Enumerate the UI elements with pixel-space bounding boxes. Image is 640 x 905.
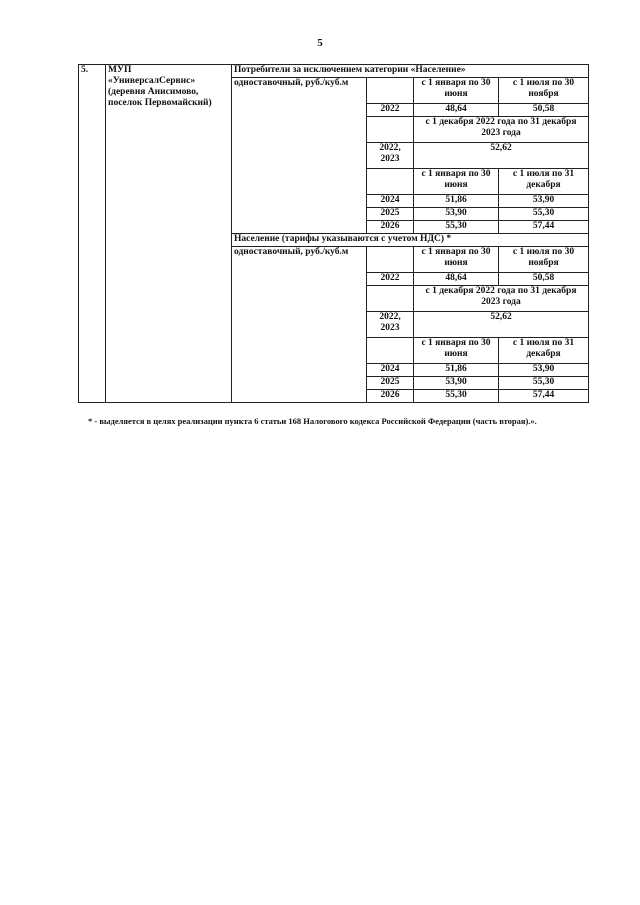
section-heading: Население (тарифы указываются с учетом НДС) * <box>232 234 589 247</box>
tariff-type-cell: одноставочный, руб./куб.м <box>232 247 367 403</box>
tariff-value: 48,64 <box>414 273 499 286</box>
tariff-value: 55,30 <box>414 390 499 403</box>
row-number: 5. <box>81 65 89 75</box>
tariff-value: 53,90 <box>499 195 589 208</box>
organization-line: «УниверсалСервис» <box>108 76 196 86</box>
tariff-value: 51,86 <box>414 364 499 377</box>
year-cell: 2024 <box>367 364 414 377</box>
empty-cell <box>367 117 414 143</box>
period-header: с 1 января по 30 июня <box>414 247 499 273</box>
empty-cell <box>367 338 414 364</box>
tariff-value: 53,90 <box>499 364 589 377</box>
empty-cell <box>367 247 414 273</box>
period-header: с 1 июля по 31 декабря <box>499 169 589 195</box>
empty-cell <box>367 286 414 312</box>
tariff-value: 52,62 <box>414 312 589 338</box>
period-header: с 1 июля по 30 ноября <box>499 247 589 273</box>
section-heading: Потребители за исключением категории «Население» <box>232 65 589 78</box>
tariff-value: 51,86 <box>414 195 499 208</box>
tariff-value: 53,90 <box>414 377 499 390</box>
tariff-value: 57,44 <box>499 221 589 234</box>
year-cell: 2025 <box>367 208 414 221</box>
year-cell: 2024 <box>367 195 414 208</box>
period-range: с 1 декабря 2022 года по 31 декабря 2023 года <box>414 286 589 312</box>
tariff-value: 55,30 <box>499 208 589 221</box>
organization-line: (деревня Анисимово, <box>108 87 199 97</box>
tariff-value: 55,30 <box>499 377 589 390</box>
row-number-cell <box>79 65 106 403</box>
tariff-table <box>78 64 589 403</box>
tariff-value: 50,58 <box>499 273 589 286</box>
period-header: с 1 января по 30 июня <box>414 338 499 364</box>
page-number: 5 <box>317 37 323 49</box>
tariff-value: 50,58 <box>499 104 589 117</box>
tariff-value: 48,64 <box>414 104 499 117</box>
tariff-type-cell: одноставочный, руб./куб.м <box>232 78 367 234</box>
year-cell: 2022 <box>367 273 414 286</box>
period-header: с 1 июля по 30 ноября <box>499 78 589 104</box>
tariff-value: 55,30 <box>414 221 499 234</box>
year-cell: 2022 <box>367 104 414 117</box>
empty-cell <box>367 78 414 104</box>
tariff-value: 52,62 <box>414 143 589 169</box>
empty-cell <box>367 169 414 195</box>
period-range: с 1 декабря 2022 года по 31 декабря 2023 года <box>414 117 589 143</box>
period-header: с 1 января по 30 июня <box>414 78 499 104</box>
year-cell: 2025 <box>367 377 414 390</box>
organization-cell <box>106 65 232 403</box>
year-cell: 2022, 2023 <box>367 143 414 169</box>
year-cell: 2022, 2023 <box>367 312 414 338</box>
organization-line: МУП <box>108 65 132 75</box>
footnote: * - выделяется в целях реализации пункта 6 статьи 168 Налогового кодекса Российской Федерации (часть вторая).». <box>88 416 537 426</box>
tariff-value: 57,44 <box>499 390 589 403</box>
year-cell: 2026 <box>367 221 414 234</box>
year-cell: 2026 <box>367 390 414 403</box>
organization-line: поселок Первомайский) <box>108 98 212 108</box>
period-header: с 1 января по 30 июня <box>414 169 499 195</box>
tariff-value: 53,90 <box>414 208 499 221</box>
period-header: с 1 июля по 31 декабря <box>499 338 589 364</box>
